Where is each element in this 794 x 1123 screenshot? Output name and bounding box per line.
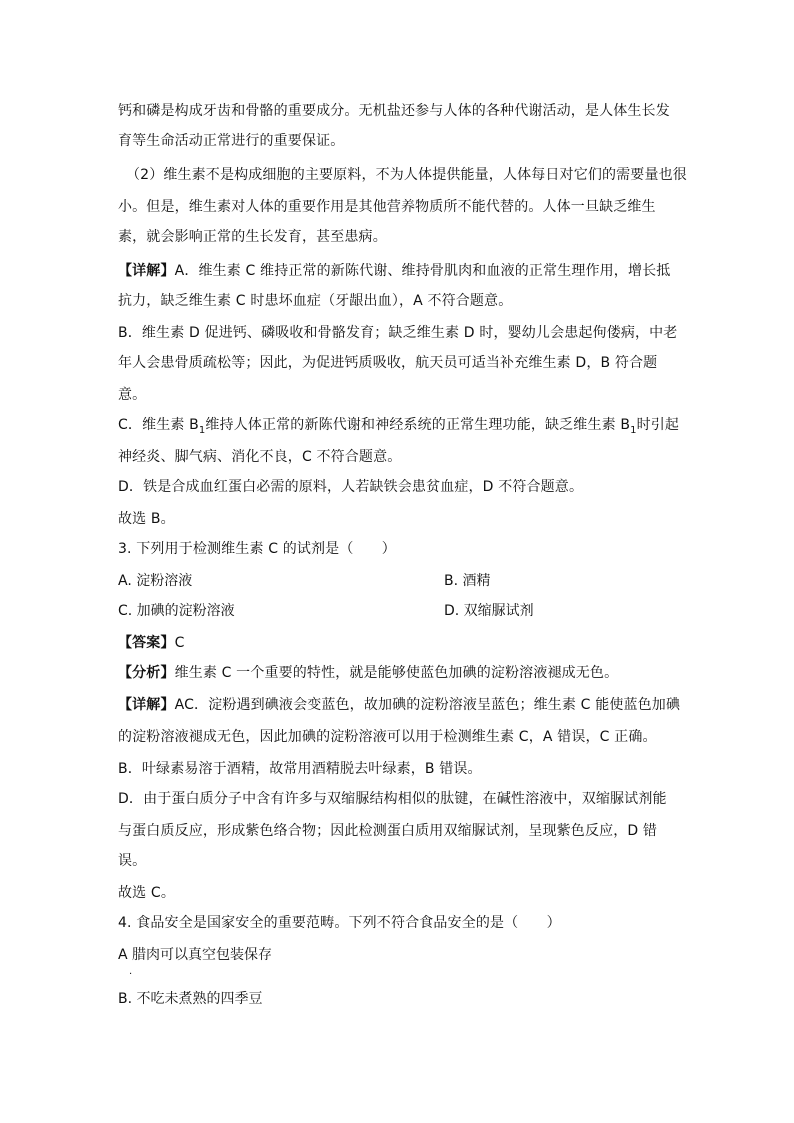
paragraph-line: 年人会患骨质疏松等；因此，为促进钙质吸收，航天员可适当补充维生素 D，B 符合题	[118, 355, 658, 371]
q4-option-b: B. 不吃未煮熟的四季豆	[118, 991, 263, 1007]
q3-option-b: B. 酒精	[444, 573, 491, 589]
paragraph-line: 抗力，缺乏维生素 C 时患坏血症（牙龈出血），A 不符合题意。	[118, 293, 513, 309]
analysis-line	[118, 663, 618, 683]
paragraph-line: B．维生素 D 促进钙、磷吸收和骨骼发育；缺乏维生素 D 时，婴幼儿会患起佝偻病，中老	[118, 325, 678, 341]
question-3: 3. 下列用于检测维生素 C 的试剂是（ ）	[118, 541, 396, 557]
paragraph-line: 素，就会影响正常的生长发育，甚至患病。	[118, 229, 387, 245]
text-segment: 时引起	[636, 417, 680, 433]
q3-option-a: A. 淀粉溶液	[118, 573, 193, 589]
paragraph-line: 钙和磷是构成牙齿和骨骼的重要成分。无机盐还参与人体的各种代谢活动，是人体生长发	[118, 103, 670, 119]
paragraph-line: 故选 B。	[118, 511, 175, 527]
paragraph-line: 意。	[118, 387, 147, 403]
answer-line	[118, 633, 185, 653]
subscript: 1	[630, 424, 637, 436]
stray-dot: .	[129, 966, 133, 977]
paragraph-line: 与蛋白质反应，形成紫色络合物；因此检测蛋白质用双缩脲试剂，呈现紫色反应，D 错	[118, 823, 658, 839]
paragraph-line: 神经炎、脚气病、消化不良，C 不符合题意。	[118, 449, 402, 465]
paragraph-line: 小。但是，维生素对人体的重要作用是其他营养物质所不能代替的。人体一旦缺乏维生	[118, 199, 656, 215]
q3-option-c: C. 加碘的淀粉溶液	[118, 603, 235, 619]
detail-tag: 【详解】	[118, 263, 175, 279]
paragraph-line-vitamin-b1	[118, 415, 679, 435]
paragraph-line: 育等生命活动正常进行的重要保证。	[118, 133, 345, 149]
detail-line	[118, 261, 670, 281]
paragraph-line: D．铁是合成血红蛋白必需的原料，人若缺铁会患贫血症，D 不符合题意。	[118, 479, 584, 495]
detail-text: AC．淀粉遇到碘液会变蓝色，故加碘的淀粉溶液呈蓝色；维生素 C 能使蓝色加碘	[174, 697, 681, 713]
q3-option-d: D. 双缩脲试剂	[444, 603, 534, 619]
paragraph-line: D．由于蛋白质分子中含有许多与双缩脲结构相似的肽键，在碱性溶液中，双缩脲试剂能	[118, 791, 667, 807]
detail-line	[118, 695, 680, 715]
paragraph-line: 故选 C。	[118, 885, 175, 901]
question-4: 4. 食品安全是国家安全的重要范畴。下列不符合食品安全的是（ ）	[118, 915, 561, 931]
subscript: 1	[198, 424, 206, 436]
answer-tag: 【答案】	[118, 635, 175, 651]
analysis-text: 维生素 C 一个重要的特性，就是能够使蓝色加碘的淀粉溶液褪成无色。	[174, 665, 619, 681]
q4-option-a: A 腊肉可以真空包装保存	[118, 947, 273, 963]
paragraph-line: 误。	[118, 853, 147, 869]
paragraph-line: （2）维生素不是构成细胞的主要原料，不为人体提供能量，人体每日对它们的需要量也很	[126, 167, 687, 183]
text-segment: C．维生素 B	[118, 417, 199, 433]
analysis-tag: 【分析】	[118, 665, 175, 681]
paragraph-line: 的淀粉溶液褪成无色，因此加碘的淀粉溶液可以用于检测维生素 C，A 错误，C 正确。	[118, 729, 657, 745]
answer-value: C	[174, 635, 185, 651]
text-segment: 维持人体正常的新陈代谢和神经系统的正常生理功能，缺乏维生素 B	[205, 417, 631, 433]
paragraph-line: B．叶绿素易溶于酒精，故常用酒精脱去叶绿素，B 错误。	[118, 761, 482, 777]
detail-text: A．维生素 C 维持正常的新陈代谢、维持骨肌肉和血液的正常生理作用，增长抵	[174, 263, 671, 279]
detail-tag: 【详解】	[118, 697, 175, 713]
